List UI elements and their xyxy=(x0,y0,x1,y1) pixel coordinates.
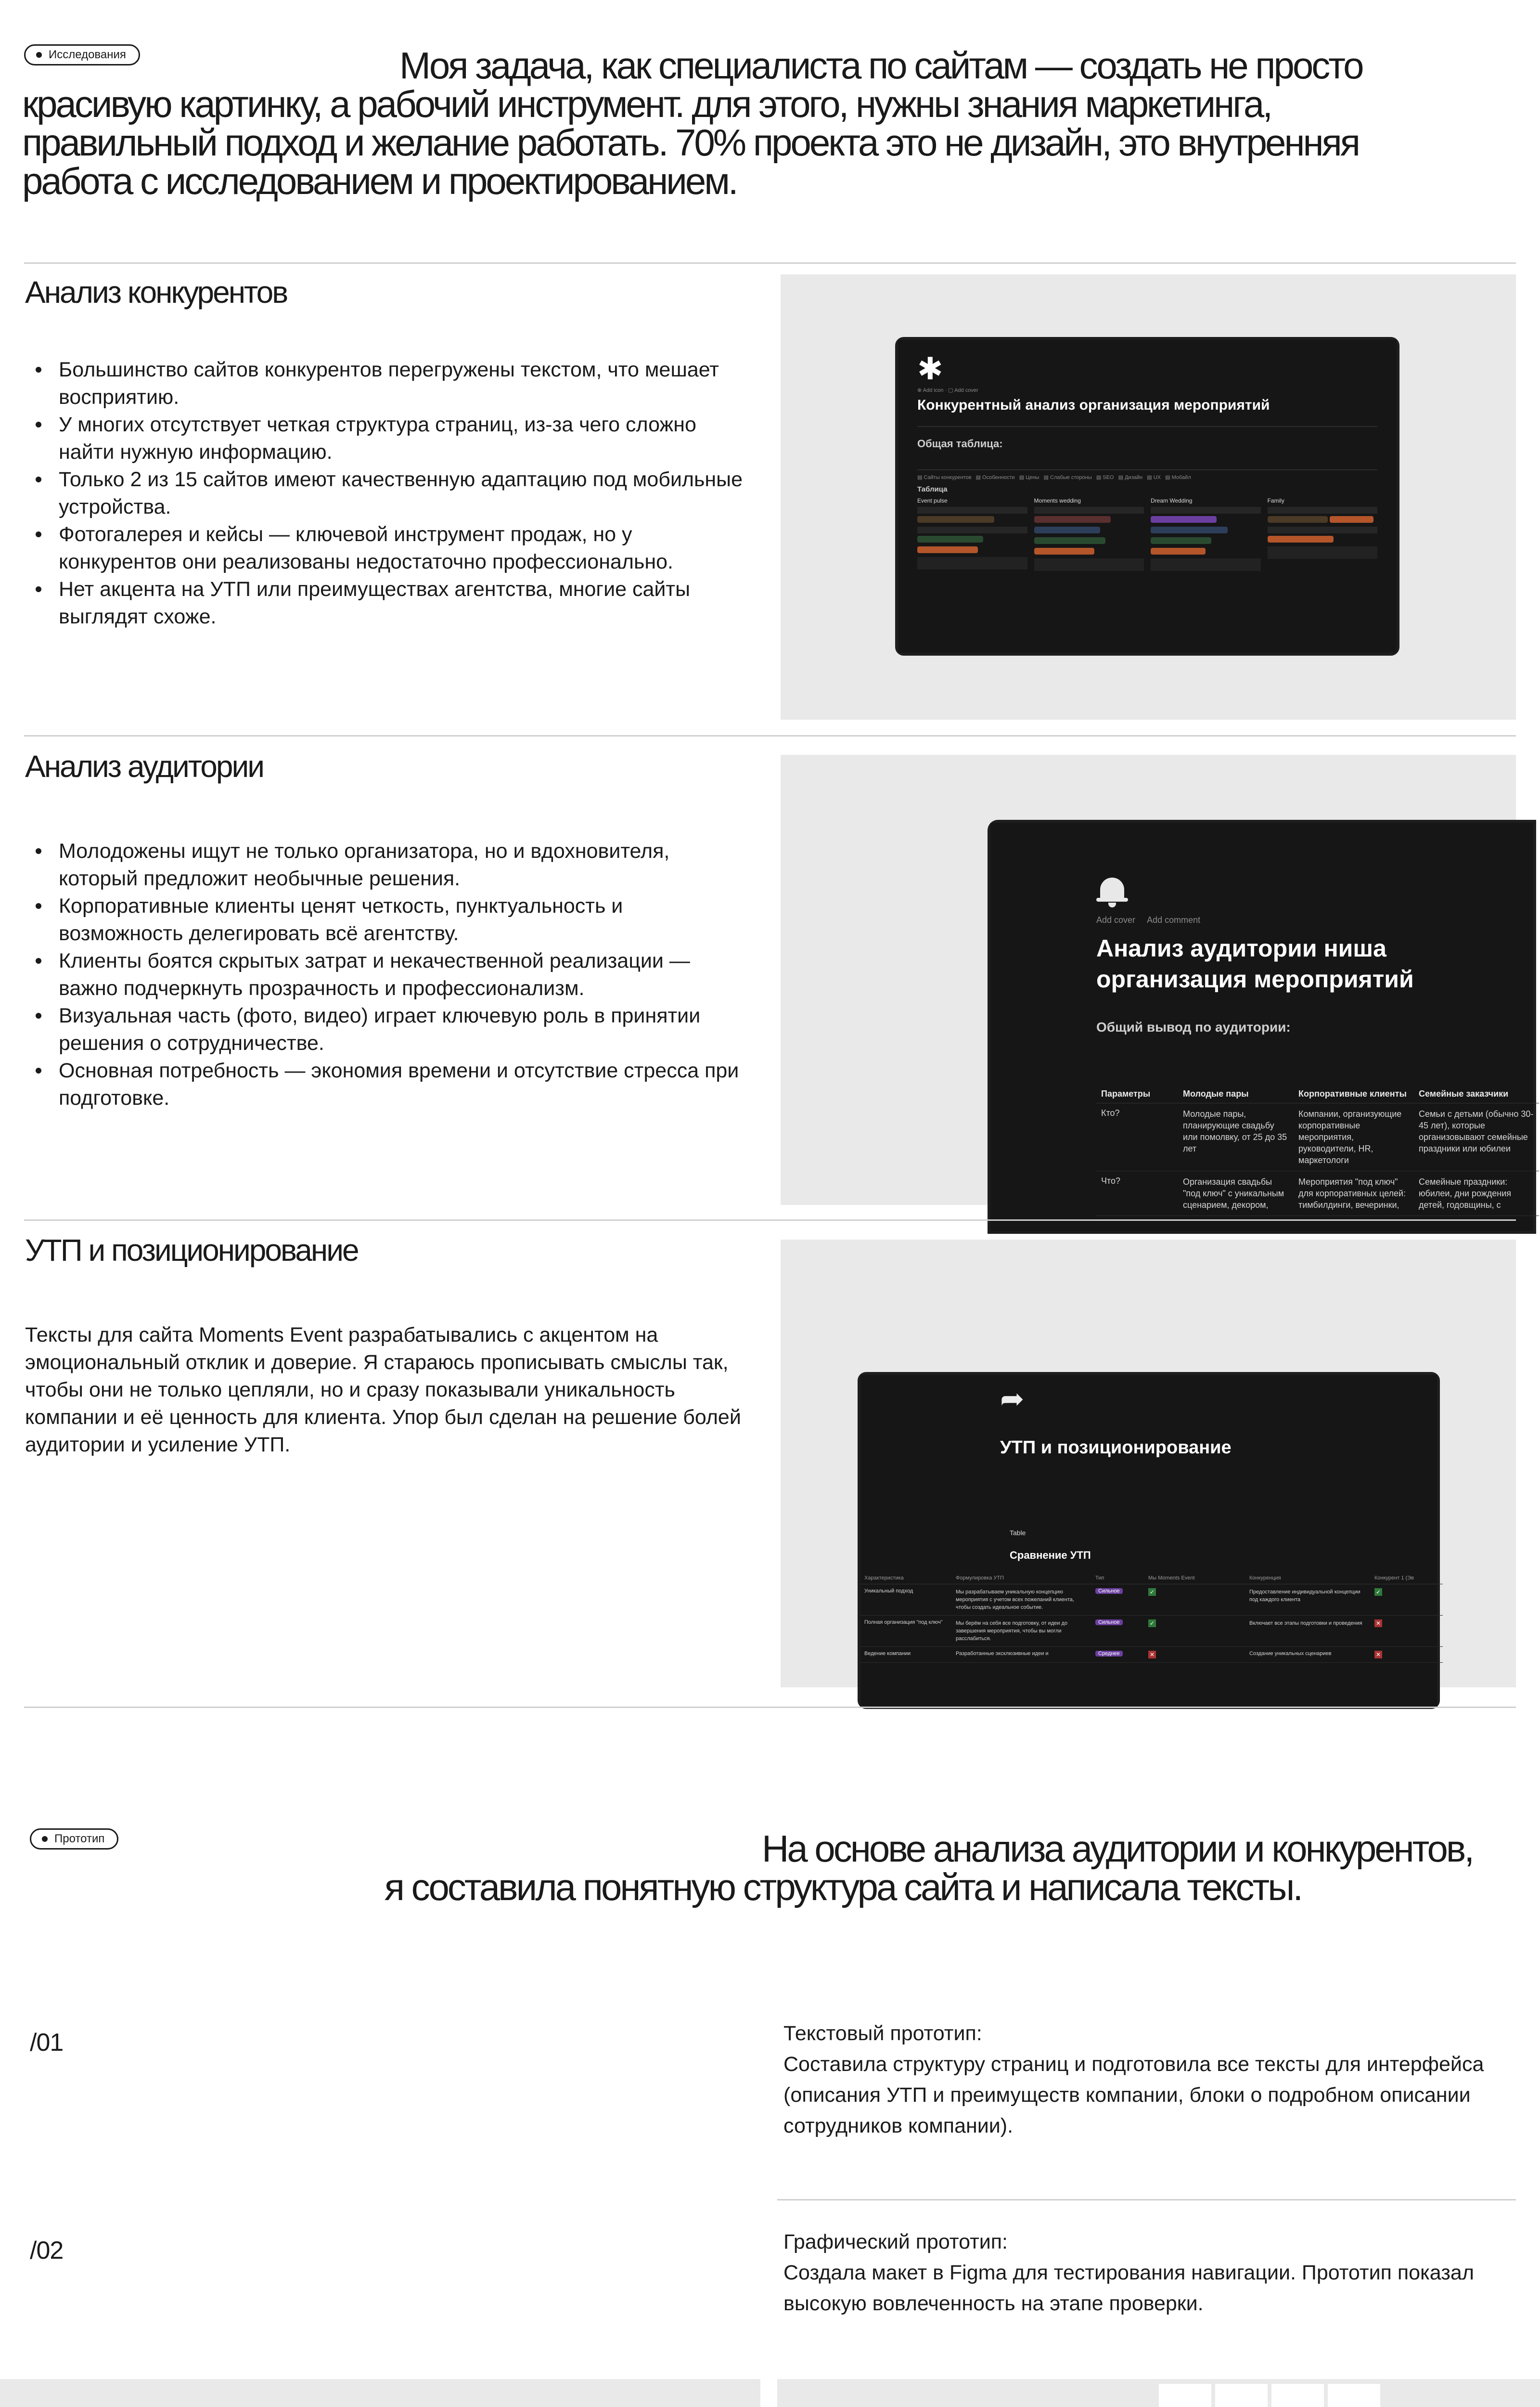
competitors-table-label: Таблица xyxy=(917,485,948,493)
intro-headline-line-4: работа с исследованием и проектированием. xyxy=(22,160,737,202)
prototype-item xyxy=(783,2018,1520,2141)
competitors-title: Анализ конкурентов xyxy=(25,275,287,310)
list-item: Нет акцента на УТП или преимуществах агентства, многие сайты выглядят схоже. xyxy=(25,576,747,631)
list-item: У многих отсутствует четкая структура страниц, из-за чего сложно найти нужную информацию. xyxy=(25,411,747,466)
table-row: Ведение компании Разработанные эксклюзивные идеи и Среднее ✕ Создание уникальных сценариев ✕ xyxy=(860,1647,1443,1663)
prototype-tag-label: Прототип xyxy=(54,1832,105,1845)
audience-table xyxy=(1096,1085,1539,1216)
bell-icon xyxy=(1096,876,1128,907)
list-item: Основная потребность — экономия времени и отсутствие стресса при подготовке. xyxy=(25,1057,747,1112)
competitors-screen-subtitle: Общая таблица: xyxy=(917,438,1003,450)
audience-screenshot-panel xyxy=(781,755,1534,1210)
audience-title: Анализ аудитории xyxy=(25,749,263,784)
check-icon: ✓ xyxy=(1148,1619,1156,1627)
strength-badge: Среднее xyxy=(1095,1651,1123,1656)
prototype-headline-line-2: я составила понятную структура сайта и написала тексты. xyxy=(384,1866,1301,1908)
prototype-item-number: /01 xyxy=(30,2029,64,2057)
competitors-screenshot-panel xyxy=(781,274,1516,720)
wireframe-gallery-grid xyxy=(1159,2384,1380,2407)
list-item: Визуальная часть (фото, видео) играет ключевую роль в принятии решения о сотрудничестве. xyxy=(25,1002,747,1057)
research-tag-label: Исследования xyxy=(49,48,126,61)
intro-headline-line-3: правильный подход и желание работать. 70% проекта это не дизайн, это внутренняя xyxy=(22,121,1359,164)
prototype-item-title: Текстовый прототип: xyxy=(783,2022,982,2045)
prototype-headline-line-1: На основе анализа аудитории и конкурентов, xyxy=(762,1827,1473,1870)
competitors-column: Moments wedding xyxy=(1034,497,1144,571)
list-item: Большинство сайтов конкурентов перегружены текстом, что мешает восприятию. xyxy=(25,356,747,411)
wireframe-panel-right xyxy=(777,2379,1540,2407)
intro-headline xyxy=(22,46,1519,200)
competitors-list xyxy=(25,356,747,631)
add-comment-button[interactable]: Add comment xyxy=(1147,915,1201,925)
table-header: Конкурент 1 (Эв xyxy=(1371,1572,1443,1584)
cross-icon: ✕ xyxy=(1148,1651,1156,1658)
prototype-item-title: Графический прототип: xyxy=(783,2230,1008,2253)
utp-table-label: Table xyxy=(1010,1529,1026,1537)
competitors-screen-title: Конкурентный анализ организация мероприятий xyxy=(917,397,1270,413)
divider xyxy=(24,735,1516,737)
list-item: Только 2 из 15 сайтов имеют качественную адаптацию под мобильные устройства. xyxy=(25,466,747,521)
table-row: Уникальный подход Мы разрабатываем уникальную концепцию мероприятия с учетом всех пожеланий клиента, чтобы создать идеальное событие. Сильное ✓ Предоставление индивидуальной концепции под каждого клиента ✓ xyxy=(860,1584,1443,1616)
audience-device-screen xyxy=(988,820,1536,1234)
table-row: Что? Организация свадьбы "под ключ" с уникальным сценарием, декором, Мероприятия "под ключ" для корпоративных целей: тимбилдинги, вечеринки, Семейные праздники: юбилеи, дни рождения детей, годовщины, с xyxy=(1096,1171,1539,1216)
audience-screen-title: Анализ аудитории ниша организация мероприятий xyxy=(1096,935,1414,993)
competitors-column: Family xyxy=(1268,497,1378,571)
cross-icon: ✕ xyxy=(1374,1651,1382,1658)
prototype-item-number: /02 xyxy=(30,2237,64,2265)
prototype-item xyxy=(783,2226,1520,2319)
table-header: Молодые пары xyxy=(1178,1085,1294,1103)
competitors-device-screen: ✱ ⊕ Add icon · ▢ Add cover Конкурентный анализ организация мероприятий Общая таблица: ▤ Сайты конкурентов ▤ Особенности ▤ Цены ▤ Слабые стороны ▤ SEO ▤ Дизайн ▤ UX ▤ Мобайл Таблица Event pulse Moments wedding Dream Wedding Family xyxy=(895,337,1399,656)
table-row: Кто? Молодые пары, планирующие свадьбу или помолвку, от 25 до 35 лет Компании, организующие корпоративные мероприятия, руководители, HR, маркетологи Семьи с детьми (обычно 30-45 лет), которые организовывают семейные праздники или юбилеи xyxy=(1096,1103,1539,1171)
competitors-column: Event pulse xyxy=(917,497,1027,571)
table-header: Корпоративные клиенты xyxy=(1294,1085,1414,1103)
table-row: Полная организация "под ключ" Мы берём на себя все подготовку, от идеи до завершения мероприятия, чтобы вы могли расслабиться. Сильное ✓ Включает все этапы подготовки и проведения ✕ xyxy=(860,1616,1443,1647)
utp-screen-title: УТП и позиционирование xyxy=(1000,1437,1232,1458)
prototype-item-text: Составила структуру страниц и подготовила все тексты для интерфейса (описания УТП и преимуществ компании, блоки о подробном описании сотрудников компании). xyxy=(783,2053,1484,2137)
intro-headline-line-2: красивую картинку, а рабочий инструмент. для этого, нужны знания маркетинга, xyxy=(22,83,1271,125)
list-item: Корпоративные клиенты ценят четкость, пунктуальность и возможность делегировать всё агентству. xyxy=(25,893,747,947)
list-item: Фотогалерея и кейсы — ключевой инструмент продаж, но у конкурентов они реализованы недостаточно профессионально. xyxy=(25,521,747,576)
audience-list xyxy=(25,838,747,1112)
utp-table xyxy=(860,1572,1443,1663)
table-header: Формулировка УТП xyxy=(952,1572,1091,1584)
divider xyxy=(777,2199,1516,2200)
table-header: Характеристика xyxy=(860,1572,952,1584)
utp-title: УТП и позиционирование xyxy=(25,1233,358,1268)
table-header: Тип xyxy=(1091,1572,1144,1584)
divider xyxy=(24,1219,1516,1221)
check-icon: ✓ xyxy=(1374,1588,1382,1596)
list-item: Молодожены ищут не только организатора, но и вдохновителя, который предложит необычные решения. xyxy=(25,838,747,893)
asterisk-icon: ✱ xyxy=(917,351,943,386)
add-cover-button[interactable]: Add cover xyxy=(1096,915,1136,925)
audience-screen-subtitle: Общий вывод по аудитории: xyxy=(1096,1020,1291,1035)
table-header: Семейные заказчики xyxy=(1414,1085,1539,1103)
table-header: Конкуренция xyxy=(1245,1572,1371,1584)
competitors-column: Dream Wedding xyxy=(1151,497,1261,571)
utp-screenshot-panel xyxy=(781,1240,1516,1687)
intro-headline-line-1: Моя задача, как специалиста по сайтам — создать не просто xyxy=(399,44,1362,87)
cross-icon: ✕ xyxy=(1374,1619,1382,1627)
list-item: Клиенты боятся скрытых затрат и некачественной реализации — важно подчеркнуть прозрачность и профессионализм. xyxy=(25,947,747,1002)
share-arrow-icon: ➦ xyxy=(1000,1383,1025,1415)
utp-device-screen xyxy=(858,1372,1440,1709)
strength-badge: Сильное xyxy=(1095,1619,1123,1625)
strength-badge: Сильное xyxy=(1095,1588,1123,1594)
divider xyxy=(24,262,1516,264)
table-header: Мы Moments Event xyxy=(1144,1572,1245,1584)
utp-table-title: Сравнение УТП xyxy=(1010,1549,1091,1561)
table-header: Параметры xyxy=(1096,1085,1178,1103)
wireframe-panel-left xyxy=(0,2379,760,2407)
divider xyxy=(24,1707,1516,1708)
prototype-headline xyxy=(0,1829,1473,1906)
check-icon: ✓ xyxy=(1148,1588,1156,1596)
utp-text: Тексты для сайта Moments Event разрабатывались с акцентом на эмоциональный отклик и доверие. Я стараюсь прописывать смыслы так, чтобы они не только цепляли, но и сразу показывали уникальность компании и её ценность для клиента. Упор был сделан на решение болей аудитории и усиление УТП. xyxy=(25,1323,741,1456)
prototype-item-text: Создала макет в Figma для тестирования навигации. Прототип показал высокую вовлеченность на этапе проверки. xyxy=(783,2261,1474,2315)
